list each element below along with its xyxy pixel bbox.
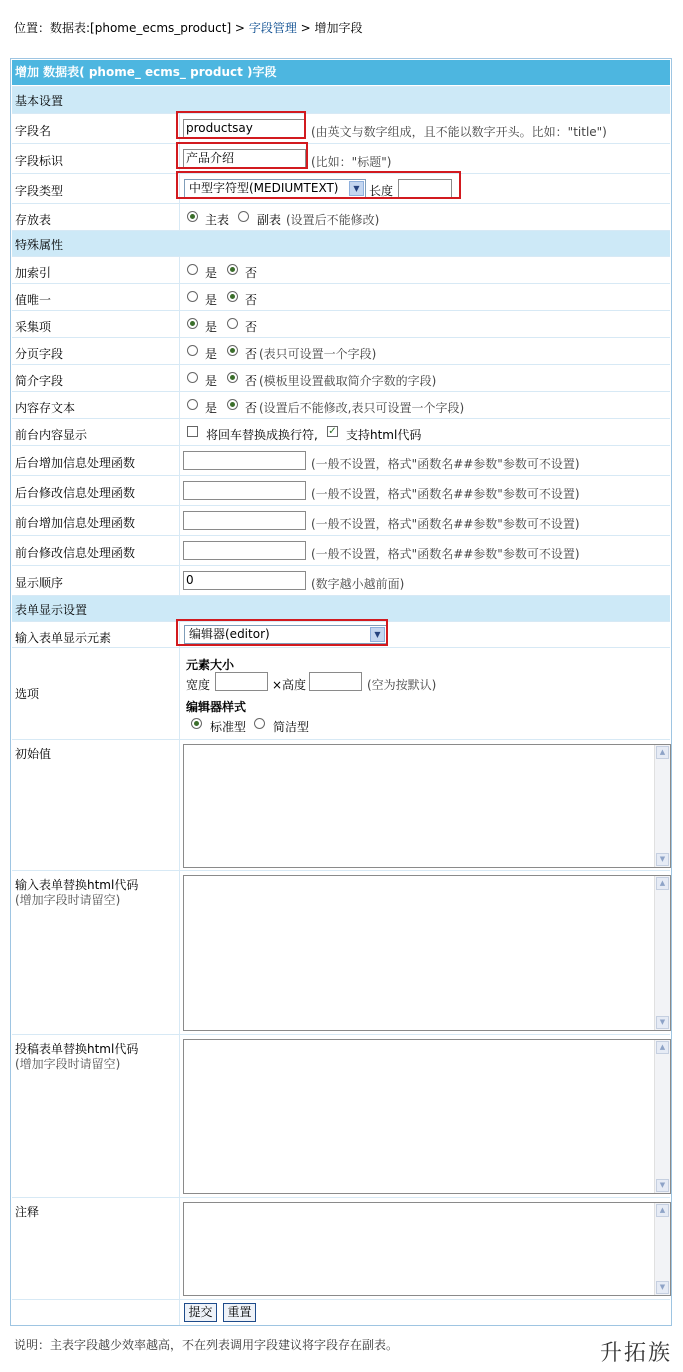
section-basic-title: 基本设置 [15, 94, 64, 108]
store-table-label: 存放表 [15, 213, 52, 227]
unique-no-label: 否 [245, 293, 258, 307]
reset-button[interactable]: 重置 [223, 1303, 256, 1322]
breadcrumb-prefix: 位置：数据表:[phome_ecms_product] > [14, 21, 245, 35]
paging-yes-radio[interactable] [187, 345, 198, 356]
highlight-box-field-name [176, 111, 306, 139]
collect-no-radio[interactable] [227, 318, 238, 329]
savetxt-no-radio[interactable] [227, 399, 238, 410]
row-input-html [12, 870, 670, 1034]
row-options [12, 647, 670, 739]
scroll-down-icon[interactable]: ▼ [656, 1016, 669, 1029]
scroll-down-icon[interactable]: ▼ [656, 1179, 669, 1192]
size-hint: (空为按默认) [367, 678, 437, 692]
editor-style-title: 编辑器样式 [186, 700, 247, 714]
unique-no-radio[interactable] [227, 291, 238, 302]
height-label: ×高度 [272, 678, 307, 692]
row-fn4 [12, 535, 670, 565]
fn4-hint: (一般不设置，格式"函数名##参数"参数可不设置) [311, 547, 580, 561]
highlight-box-field-mark [176, 142, 308, 169]
fn3-label: 前台增加信息处理函数 [15, 516, 136, 530]
fn2-input[interactable] [183, 481, 306, 500]
submit-html-textarea[interactable] [183, 1039, 671, 1194]
field-mark-label: 字段标识 [15, 154, 64, 168]
fn2-hint: (一般不设置，格式"函数名##参数"参数可不设置) [311, 487, 580, 501]
collect-no-label: 否 [245, 320, 258, 334]
highlight-box-form-element [176, 619, 388, 646]
row-submit-html [12, 1034, 670, 1197]
unique-label: 值唯一 [15, 293, 52, 307]
fn4-label: 前台修改信息处理函数 [15, 546, 136, 560]
row-field-name [12, 113, 670, 143]
input-html-label: 输入表单替换html代码 [15, 878, 139, 892]
index-no-radio[interactable] [227, 264, 238, 275]
index-label: 加索引 [15, 266, 52, 280]
collect-yes-radio[interactable] [187, 318, 198, 329]
initial-textarea[interactable] [183, 744, 671, 868]
row-index [12, 256, 670, 283]
form-element-label: 输入表单显示元素 [15, 631, 112, 645]
scroll-up-icon[interactable]: ▲ [656, 877, 669, 890]
display-label: 前台内容显示 [15, 428, 88, 442]
intro-yes-radio[interactable] [187, 372, 198, 383]
row-savetxt [12, 391, 670, 418]
savetxt-hint: (设置后不能修改,表只可设置一个字段) [259, 401, 465, 415]
width-input[interactable] [215, 672, 268, 691]
index-yes-label: 是 [205, 266, 218, 280]
submit-html-label: 投稿表单替换html代码 [15, 1042, 139, 1056]
scroll-up-icon[interactable]: ▲ [656, 746, 669, 759]
row-collect [12, 310, 670, 337]
field-name-hint: (由英文与数字组成，且不能以数字开头。比如："title") [311, 125, 607, 139]
field-type-value: 中型字符型(MEDIUMTEXT) [189, 181, 339, 195]
index-no-label: 否 [245, 266, 258, 280]
section-form-title: 表单显示设置 [15, 603, 88, 617]
section-basic [12, 86, 670, 113]
fn1-hint: (一般不设置，格式"函数名##参数"参数可不设置) [311, 457, 580, 471]
row-buttons [12, 1299, 670, 1325]
row-note [12, 1197, 670, 1299]
index-yes-radio[interactable] [187, 264, 198, 275]
store-sub-radio[interactable] [238, 211, 249, 222]
highlight-box-field-type [176, 171, 461, 199]
row-store-table [12, 203, 670, 230]
section-special [12, 230, 670, 256]
field-type-label: 字段类型 [15, 184, 64, 198]
form-title: 增加 数据表( phome_ ecms_ product )字段 [12, 60, 670, 85]
submit-button[interactable]: 提交 [184, 1303, 217, 1322]
newline-label: 将回车替换成换行符, [206, 428, 318, 442]
section-special-title: 特殊属性 [15, 238, 64, 252]
element-size-title: 元素大小 [186, 658, 235, 672]
chevron-down-icon[interactable]: ▼ [349, 181, 364, 196]
store-table-hint: (设置后不能修改) [286, 213, 380, 227]
unique-yes-label: 是 [205, 293, 218, 307]
store-main-label: 主表 [205, 213, 230, 227]
note-label: 注释 [15, 1205, 40, 1219]
fn4-input[interactable] [183, 541, 306, 560]
row-initial [12, 739, 670, 870]
order-hint: (数字越小越前面) [311, 577, 405, 591]
intro-no-label: 否 [245, 374, 258, 388]
collect-yes-label: 是 [205, 320, 218, 334]
scrollbar[interactable] [654, 1040, 670, 1193]
breadcrumb [14, 19, 363, 36]
scroll-down-icon[interactable]: ▼ [656, 1281, 669, 1294]
fn1-input[interactable] [183, 451, 306, 470]
field-name-label: 字段名 [15, 124, 52, 138]
intro-no-radio[interactable] [227, 372, 238, 383]
section-form [12, 595, 670, 621]
unique-yes-radio[interactable] [187, 291, 198, 302]
intro-label: 简介字段 [15, 374, 64, 388]
footer-note: 说明：主表字段越少效率越高，不在列表调用字段建议将字段存在副表。 [14, 1338, 399, 1352]
row-fn3 [12, 505, 670, 535]
paging-yes-label: 是 [205, 347, 218, 361]
scroll-up-icon[interactable]: ▲ [656, 1041, 669, 1054]
savetxt-no-label: 否 [245, 401, 258, 415]
scrollbar[interactable] [654, 745, 670, 867]
order-input[interactable]: 0 [183, 571, 306, 590]
scroll-down-icon[interactable]: ▼ [656, 853, 669, 866]
field-name-input[interactable]: productsay [183, 119, 306, 138]
fn2-label: 后台修改信息处理函数 [15, 486, 136, 500]
row-unique [12, 283, 670, 310]
paging-no-label: 否 [245, 347, 258, 361]
row-order [12, 565, 670, 595]
style-simple-radio[interactable] [254, 718, 265, 729]
row-intro [12, 364, 670, 391]
savetxt-label: 内容存文本 [15, 401, 76, 415]
newline-checkbox[interactable] [187, 426, 198, 437]
breadcrumb-link-field-manage[interactable]: 字段管理 [248, 21, 297, 35]
watermark: 升拓族 [600, 1341, 673, 1366]
order-label: 显示顺序 [15, 576, 64, 590]
html-label: 支持html代码 [346, 428, 422, 442]
style-simple-label: 简洁型 [273, 720, 310, 734]
row-display [12, 418, 670, 445]
intro-yes-label: 是 [205, 374, 218, 388]
savetxt-yes-label: 是 [205, 401, 218, 415]
fn3-input[interactable] [183, 511, 306, 530]
savetxt-yes-radio[interactable] [187, 399, 198, 410]
breadcrumb-suffix: > 增加字段 [300, 21, 363, 35]
field-mark-hint: (比如："标题") [311, 155, 392, 169]
options-label: 选项 [15, 687, 40, 701]
add-field-form [10, 58, 672, 1326]
form-element-value: 编辑器(editor) [189, 627, 270, 641]
store-main-radio[interactable] [187, 211, 198, 222]
intro-hint: (模板里设置截取简介字数的字段) [259, 374, 437, 388]
scrollbar[interactable] [654, 876, 670, 1030]
input-html-textarea[interactable] [183, 875, 671, 1031]
paging-hint: (表只可设置一个字段) [259, 347, 377, 361]
field-mark-input[interactable]: 产品介绍 [183, 149, 306, 168]
submit-html-sub: (增加字段时请留空) [15, 1057, 121, 1071]
note-textarea[interactable] [183, 1202, 671, 1296]
fn1-label: 后台增加信息处理函数 [15, 456, 136, 470]
store-sub-label: 副表 [257, 213, 282, 227]
scrollbar[interactable] [654, 1203, 670, 1295]
fn3-hint: (一般不设置，格式"函数名##参数"参数可不设置) [311, 517, 580, 531]
width-label: 宽度 [186, 678, 211, 692]
html-checkbox[interactable]: ✓ [328, 426, 337, 437]
length-label: 长度 [369, 184, 394, 198]
height-input[interactable] [309, 672, 362, 691]
paging-no-radio[interactable] [227, 345, 238, 356]
scroll-up-icon[interactable]: ▲ [656, 1204, 669, 1217]
collect-label: 采集项 [15, 320, 52, 334]
row-fn2 [12, 475, 670, 505]
paging-label: 分页字段 [15, 347, 64, 361]
input-html-sub: (增加字段时请留空) [15, 893, 121, 907]
initial-label: 初始值 [15, 747, 52, 761]
style-std-radio[interactable] [191, 718, 202, 729]
row-fn1 [12, 445, 670, 475]
style-std-label: 标准型 [210, 720, 247, 734]
chevron-down-icon[interactable]: ▼ [370, 627, 385, 642]
row-paging [12, 337, 670, 364]
row-field-mark [12, 143, 670, 173]
